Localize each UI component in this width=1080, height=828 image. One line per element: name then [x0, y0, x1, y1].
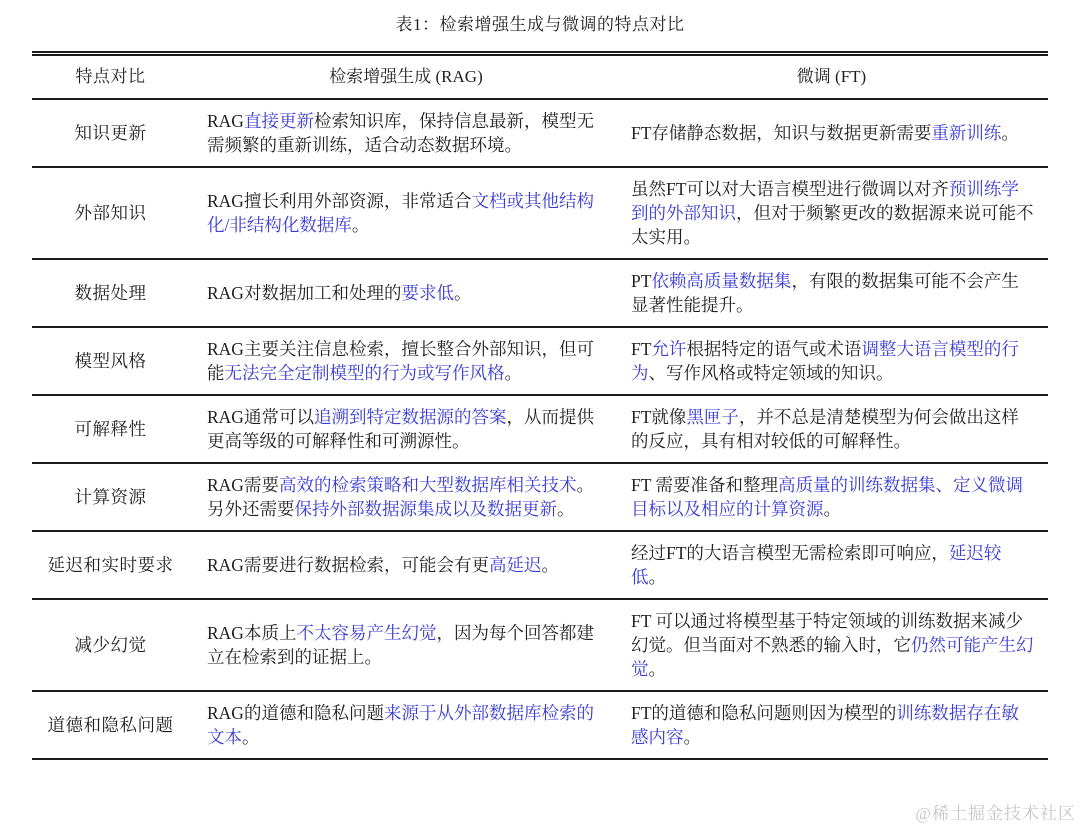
plain-text: RAG的道德和隐私问题 — [207, 703, 384, 723]
highlighted-text: 允许 — [651, 339, 687, 359]
highlighted-text: 延迟较低 — [631, 543, 1002, 587]
plain-text: ，有限的数据集可能不会产生显著性能提升。 — [631, 271, 1019, 315]
header-rag: 检索增强生成 (RAG) — [329, 67, 483, 86]
table-row — [32, 259, 1048, 327]
ft-cell — [615, 463, 1048, 531]
highlighted-text: 黑匣子 — [686, 407, 739, 427]
rag-cell — [197, 259, 615, 327]
feature-label: 知识更新 — [74, 123, 147, 143]
plain-text: RAG — [207, 111, 244, 131]
rag-cell — [197, 691, 615, 759]
table-row — [32, 463, 1048, 531]
highlighted-text: 高延迟 — [488, 555, 542, 575]
ft-cell — [615, 531, 1048, 599]
highlighted-text: 重新训练 — [931, 123, 1002, 143]
feature-label: 道德和隐私问题 — [47, 715, 174, 735]
plain-text: 。 — [648, 567, 666, 587]
plain-text: FT 需要准备和整理 — [631, 475, 778, 495]
table-row — [32, 167, 1048, 259]
plain-text: 检索知识库，保持信息最新，模型无需频繁的重新训练，适合动态数据环境。 — [207, 111, 594, 155]
ft-cell — [615, 99, 1048, 167]
plain-text: 、写作风格或特定领域的知识。 — [648, 363, 894, 383]
feature-label: 外部知识 — [74, 203, 147, 223]
highlighted-text: 保持外部数据源集成以及数据更新 — [294, 499, 557, 519]
highlighted-text: 训练数据存在敏感内容 — [631, 703, 1019, 747]
plain-text: FT 可以通过将模型基于特定领域的训练数据来减少幻觉。但当面对不熟悉的输入时，它 — [631, 611, 1023, 655]
plain-text: FT就像 — [631, 407, 687, 427]
highlighted-text: 高效的检索策略和大型数据库相关技术 — [278, 475, 577, 495]
feature-label: 模型风格 — [74, 351, 147, 371]
highlighted-text: 来源于从外部数据库检索的文本 — [207, 703, 594, 747]
feature-label: 延迟和实时要求 — [47, 555, 174, 575]
feature-label: 数据处理 — [74, 283, 147, 303]
plain-text: RAG对数据加工和处理的 — [207, 283, 402, 303]
header-row — [32, 54, 1048, 100]
plain-text: RAG通常可以 — [207, 407, 314, 427]
ft-cell — [615, 167, 1048, 259]
highlighted-text: 依赖高质量数据集 — [651, 271, 792, 291]
feature-label: 减少幻觉 — [74, 635, 147, 655]
highlighted-text: 不太容易产生幻觉 — [296, 623, 437, 643]
rag-cell — [197, 167, 615, 259]
plain-text: 。 — [1001, 123, 1019, 143]
ft-cell — [615, 599, 1048, 691]
ft-cell — [615, 395, 1048, 463]
plain-text: 虽然FT可以对大语言模型进行微调以对齐 — [631, 179, 949, 199]
plain-text: 。 — [823, 499, 841, 519]
feature-label: 可解释性 — [74, 419, 147, 439]
plain-text: 根据特定的语气或术语 — [686, 339, 862, 359]
table-row — [32, 599, 1048, 691]
plain-text: ，从而提供更高等级的可解释性和可溯源性。 — [207, 407, 594, 451]
plain-text: ，但对于频繁更改的数据源来说可能不太实用。 — [631, 203, 1034, 247]
plain-text: 经过FT的大语言模型无需检索即可响应， — [631, 543, 949, 563]
highlighted-text: 无法完全定制模型的行为或写作风格 — [224, 363, 505, 383]
highlighted-text: 文档或其他结构化/非结构化数据库 — [207, 191, 594, 235]
highlighted-text: 要求低 — [401, 283, 454, 303]
ft-cell — [615, 259, 1048, 327]
plain-text: 。另外还需要 — [207, 475, 594, 519]
comparison-table — [32, 51, 1048, 760]
table-row — [32, 395, 1048, 463]
plain-text: ，因为每个回答都建立在检索到的证据上。 — [207, 623, 594, 667]
table-row — [32, 327, 1048, 395]
plain-text: 。 — [453, 283, 472, 303]
header-ft: 微调 (FT) — [796, 67, 867, 86]
highlighted-text: 直接更新 — [243, 111, 314, 131]
ft-cell — [615, 691, 1048, 759]
plain-text: RAG主要关注信息检索，擅长整合外部知识，但可能 — [207, 339, 594, 383]
watermark: @稀土掘金技术社区 — [915, 804, 1076, 823]
plain-text: FT — [631, 339, 652, 359]
table-row — [32, 691, 1048, 759]
plain-text: RAG本质上 — [207, 623, 297, 643]
rag-cell — [197, 99, 615, 167]
table-row — [32, 531, 1048, 599]
plain-text: FT的道德和隐私问题则因为模型的 — [631, 703, 897, 723]
highlighted-text: 追溯到特定数据源的答案 — [313, 407, 507, 427]
plain-text: 。 — [557, 499, 575, 519]
plain-text: RAG需要 — [207, 475, 279, 495]
ft-cell — [615, 327, 1048, 395]
plain-text: 。 — [648, 659, 666, 679]
rag-cell — [197, 463, 615, 531]
rag-cell — [197, 531, 615, 599]
table-caption: 表1：检索增强生成与微调的特点对比 — [395, 15, 685, 34]
plain-text: FT存储静态数据，知识与数据更新需要 — [631, 123, 932, 143]
plain-text: 。 — [504, 363, 522, 383]
rag-cell — [197, 327, 615, 395]
rag-cell — [197, 599, 615, 691]
plain-text: ，并不总是清楚模型为何会做出这样的反应，具有相对较低的可解释性。 — [631, 407, 1019, 451]
table-row — [32, 99, 1048, 167]
highlighted-text: 调整大语言模型的行为 — [631, 339, 1019, 383]
plain-text: 。 — [351, 215, 370, 235]
plain-text: RAG需要进行数据检索，可能会有更 — [207, 555, 489, 575]
plain-text: 。 — [541, 555, 559, 575]
highlighted-text: 预训练学到的外部知识 — [631, 179, 1019, 223]
feature-label: 计算资源 — [74, 487, 147, 507]
header-feature: 特点对比 — [75, 67, 146, 86]
plain-text: RAG擅长利用外部资源，非常适合 — [207, 191, 472, 211]
highlighted-text: 高质量的训练数据集、定义微调目标以及相应的计算资源 — [631, 475, 1023, 519]
plain-text: 。 — [683, 727, 701, 747]
highlighted-text: 仍然可能产生幻觉 — [631, 635, 1034, 679]
plain-text: 。 — [242, 727, 260, 747]
rag-cell — [197, 395, 615, 463]
plain-text: PT — [631, 271, 652, 291]
